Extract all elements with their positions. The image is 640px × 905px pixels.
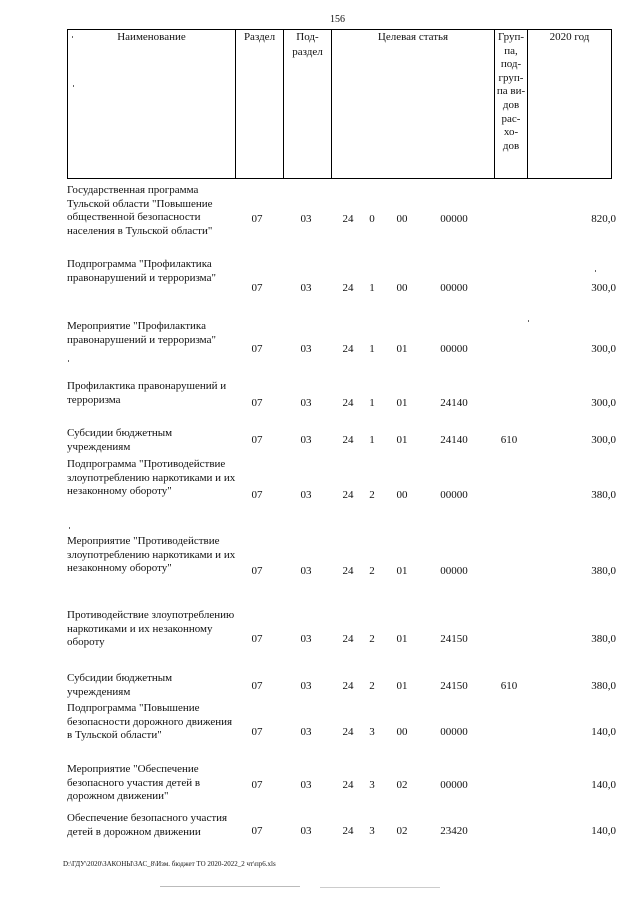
row-t2: 2 <box>369 565 375 577</box>
row-amount: 140,0 <box>591 825 616 837</box>
header-target-article: Целевая статья <box>377 31 449 43</box>
row-t2: 2 <box>369 489 375 501</box>
row-subsection: 03 <box>300 213 312 225</box>
row-subsection: 03 <box>300 489 312 501</box>
header-divider <box>235 29 236 179</box>
row-t4: 00000 <box>440 726 468 738</box>
row-t3: 00 <box>396 282 408 294</box>
row-section: 07 <box>251 680 263 692</box>
row-subsection: 03 <box>300 282 312 294</box>
row-t3: 02 <box>396 825 408 837</box>
row-section: 07 <box>251 489 263 501</box>
row-amount: 820,0 <box>591 213 616 225</box>
row-t2: 1 <box>369 282 375 294</box>
scan-speck <box>528 320 529 322</box>
row-amount: 380,0 <box>591 565 616 577</box>
row-t3: 00 <box>396 489 408 501</box>
row-t1: 24 <box>342 565 354 577</box>
row-name: Противодействие злоупотреблению наркотиками и их незаконному обороту <box>67 609 235 648</box>
row-section: 07 <box>251 633 263 645</box>
row-section: 07 <box>251 565 263 577</box>
header-right-border <box>611 29 612 179</box>
row-t1: 24 <box>342 726 354 738</box>
row-t4: 00000 <box>440 489 468 501</box>
row-subsection: 03 <box>300 397 312 409</box>
row-amount: 140,0 <box>591 726 616 738</box>
row-section: 07 <box>251 343 263 355</box>
row-t4: 23420 <box>440 825 468 837</box>
row-subsection: 03 <box>300 680 312 692</box>
header-top-border <box>67 29 612 30</box>
row-section: 07 <box>251 213 263 225</box>
row-t1: 24 <box>342 213 354 225</box>
row-t1: 24 <box>342 633 354 645</box>
header-divider <box>527 29 528 179</box>
row-subsection: 03 <box>300 633 312 645</box>
scan-artifact <box>160 886 300 887</box>
row-subsection: 03 <box>300 434 312 446</box>
row-t1: 24 <box>342 282 354 294</box>
row-t2: 1 <box>369 397 375 409</box>
row-t1: 24 <box>342 825 354 837</box>
row-t4: 00000 <box>440 343 468 355</box>
header-left-border <box>67 29 68 179</box>
header-name: Наименование <box>117 31 186 43</box>
row-name: Мероприятие "Обеспечение безопасного участия детей в дорожном движении" <box>67 763 201 802</box>
row-t2: 3 <box>369 779 375 791</box>
row-t3: 01 <box>396 633 408 645</box>
row-t4: 24140 <box>440 434 468 446</box>
row-t3: 01 <box>396 397 408 409</box>
row-section: 07 <box>251 825 263 837</box>
row-name: Подпрограмма "Повышение безопасности дорожного движения в Тульской области" <box>67 702 233 741</box>
row-t3: 01 <box>396 565 408 577</box>
row-t4: 00000 <box>440 565 468 577</box>
row-name: Субсидии бюджетным учреждениям <box>67 427 173 453</box>
row-t2: 2 <box>369 680 375 692</box>
row-name: Подпрограмма "Профилактика правонарушений и терроризма" <box>67 258 216 284</box>
row-amount: 380,0 <box>591 680 616 692</box>
row-t1: 24 <box>342 434 354 446</box>
row-name: Государственная программа Тульской области "Повышение общественной безопасности населения в Тульской области" <box>67 184 213 237</box>
row-t4: 24150 <box>440 633 468 645</box>
scan-artifact <box>320 887 440 888</box>
row-section: 07 <box>251 397 263 409</box>
row-amount: 380,0 <box>591 489 616 501</box>
scan-speck <box>68 360 69 362</box>
row-amount: 380,0 <box>591 633 616 645</box>
header-bottom-border <box>67 178 612 179</box>
row-t3: 01 <box>396 343 408 355</box>
row-t1: 24 <box>342 397 354 409</box>
row-subsection: 03 <box>300 726 312 738</box>
row-t4: 00000 <box>440 213 468 225</box>
row-section: 07 <box>251 726 263 738</box>
row-t2: 1 <box>369 434 375 446</box>
row-section: 07 <box>251 779 263 791</box>
row-t2: 2 <box>369 633 375 645</box>
row-name: Мероприятие "Противодействие злоупотреблению наркотиками и их незаконному обороту" <box>67 535 236 574</box>
row-t2: 3 <box>369 825 375 837</box>
row-t1: 24 <box>342 680 354 692</box>
header-divider <box>331 29 332 179</box>
row-t3: 02 <box>396 779 408 791</box>
row-subsection: 03 <box>300 779 312 791</box>
row-amount: 300,0 <box>591 282 616 294</box>
row-name: Мероприятие "Профилактика правонарушений и терроризма" <box>67 320 216 346</box>
row-name: Обеспечение безопасного участия детей в дорожном движении <box>67 812 228 838</box>
row-group: 610 <box>500 434 518 446</box>
header-expense-group: Груп- па, под- груп- па ви- дов рас- хо- дов <box>496 31 526 152</box>
row-t1: 24 <box>342 779 354 791</box>
row-t4: 00000 <box>440 779 468 791</box>
row-amount: 300,0 <box>591 397 616 409</box>
row-subsection: 03 <box>300 565 312 577</box>
scan-speck <box>72 36 73 38</box>
row-subsection: 03 <box>300 825 312 837</box>
row-subsection: 03 <box>300 343 312 355</box>
scan-speck <box>69 527 70 529</box>
header-year: 2020 год <box>549 31 590 43</box>
page-number: 156 <box>330 14 345 25</box>
row-section: 07 <box>251 434 263 446</box>
row-t1: 24 <box>342 343 354 355</box>
header-subsection: Под- раздел <box>292 31 323 58</box>
row-section: 07 <box>251 282 263 294</box>
row-t4: 24140 <box>440 397 468 409</box>
row-amount: 300,0 <box>591 434 616 446</box>
row-t3: 00 <box>396 213 408 225</box>
row-t4: 00000 <box>440 282 468 294</box>
row-name: Подпрограмма "Противодействие злоупотреблению наркотиками и их незаконному обороту" <box>67 458 236 497</box>
row-group: 610 <box>500 680 518 692</box>
row-name: Субсидии бюджетным учреждениям <box>67 672 173 698</box>
row-amount: 300,0 <box>591 343 616 355</box>
scan-speck <box>73 85 74 87</box>
row-t4: 24150 <box>440 680 468 692</box>
row-amount: 140,0 <box>591 779 616 791</box>
row-t3: 00 <box>396 726 408 738</box>
row-t2: 0 <box>369 213 375 225</box>
row-t2: 1 <box>369 343 375 355</box>
header-section: Раздел <box>243 31 276 43</box>
row-t3: 01 <box>396 680 408 692</box>
row-t3: 01 <box>396 434 408 446</box>
file-path-footer: D:\ГДУ\2020\ЗАКОНЫ\ЗАС_8\Изм. бюджет ТО 2020-2022_2 чт\пр6.xls <box>63 860 276 868</box>
row-t1: 24 <box>342 489 354 501</box>
row-name: Профилактика правонарушений и терроризма <box>67 380 227 406</box>
scan-speck <box>595 270 596 272</box>
row-t2: 3 <box>369 726 375 738</box>
